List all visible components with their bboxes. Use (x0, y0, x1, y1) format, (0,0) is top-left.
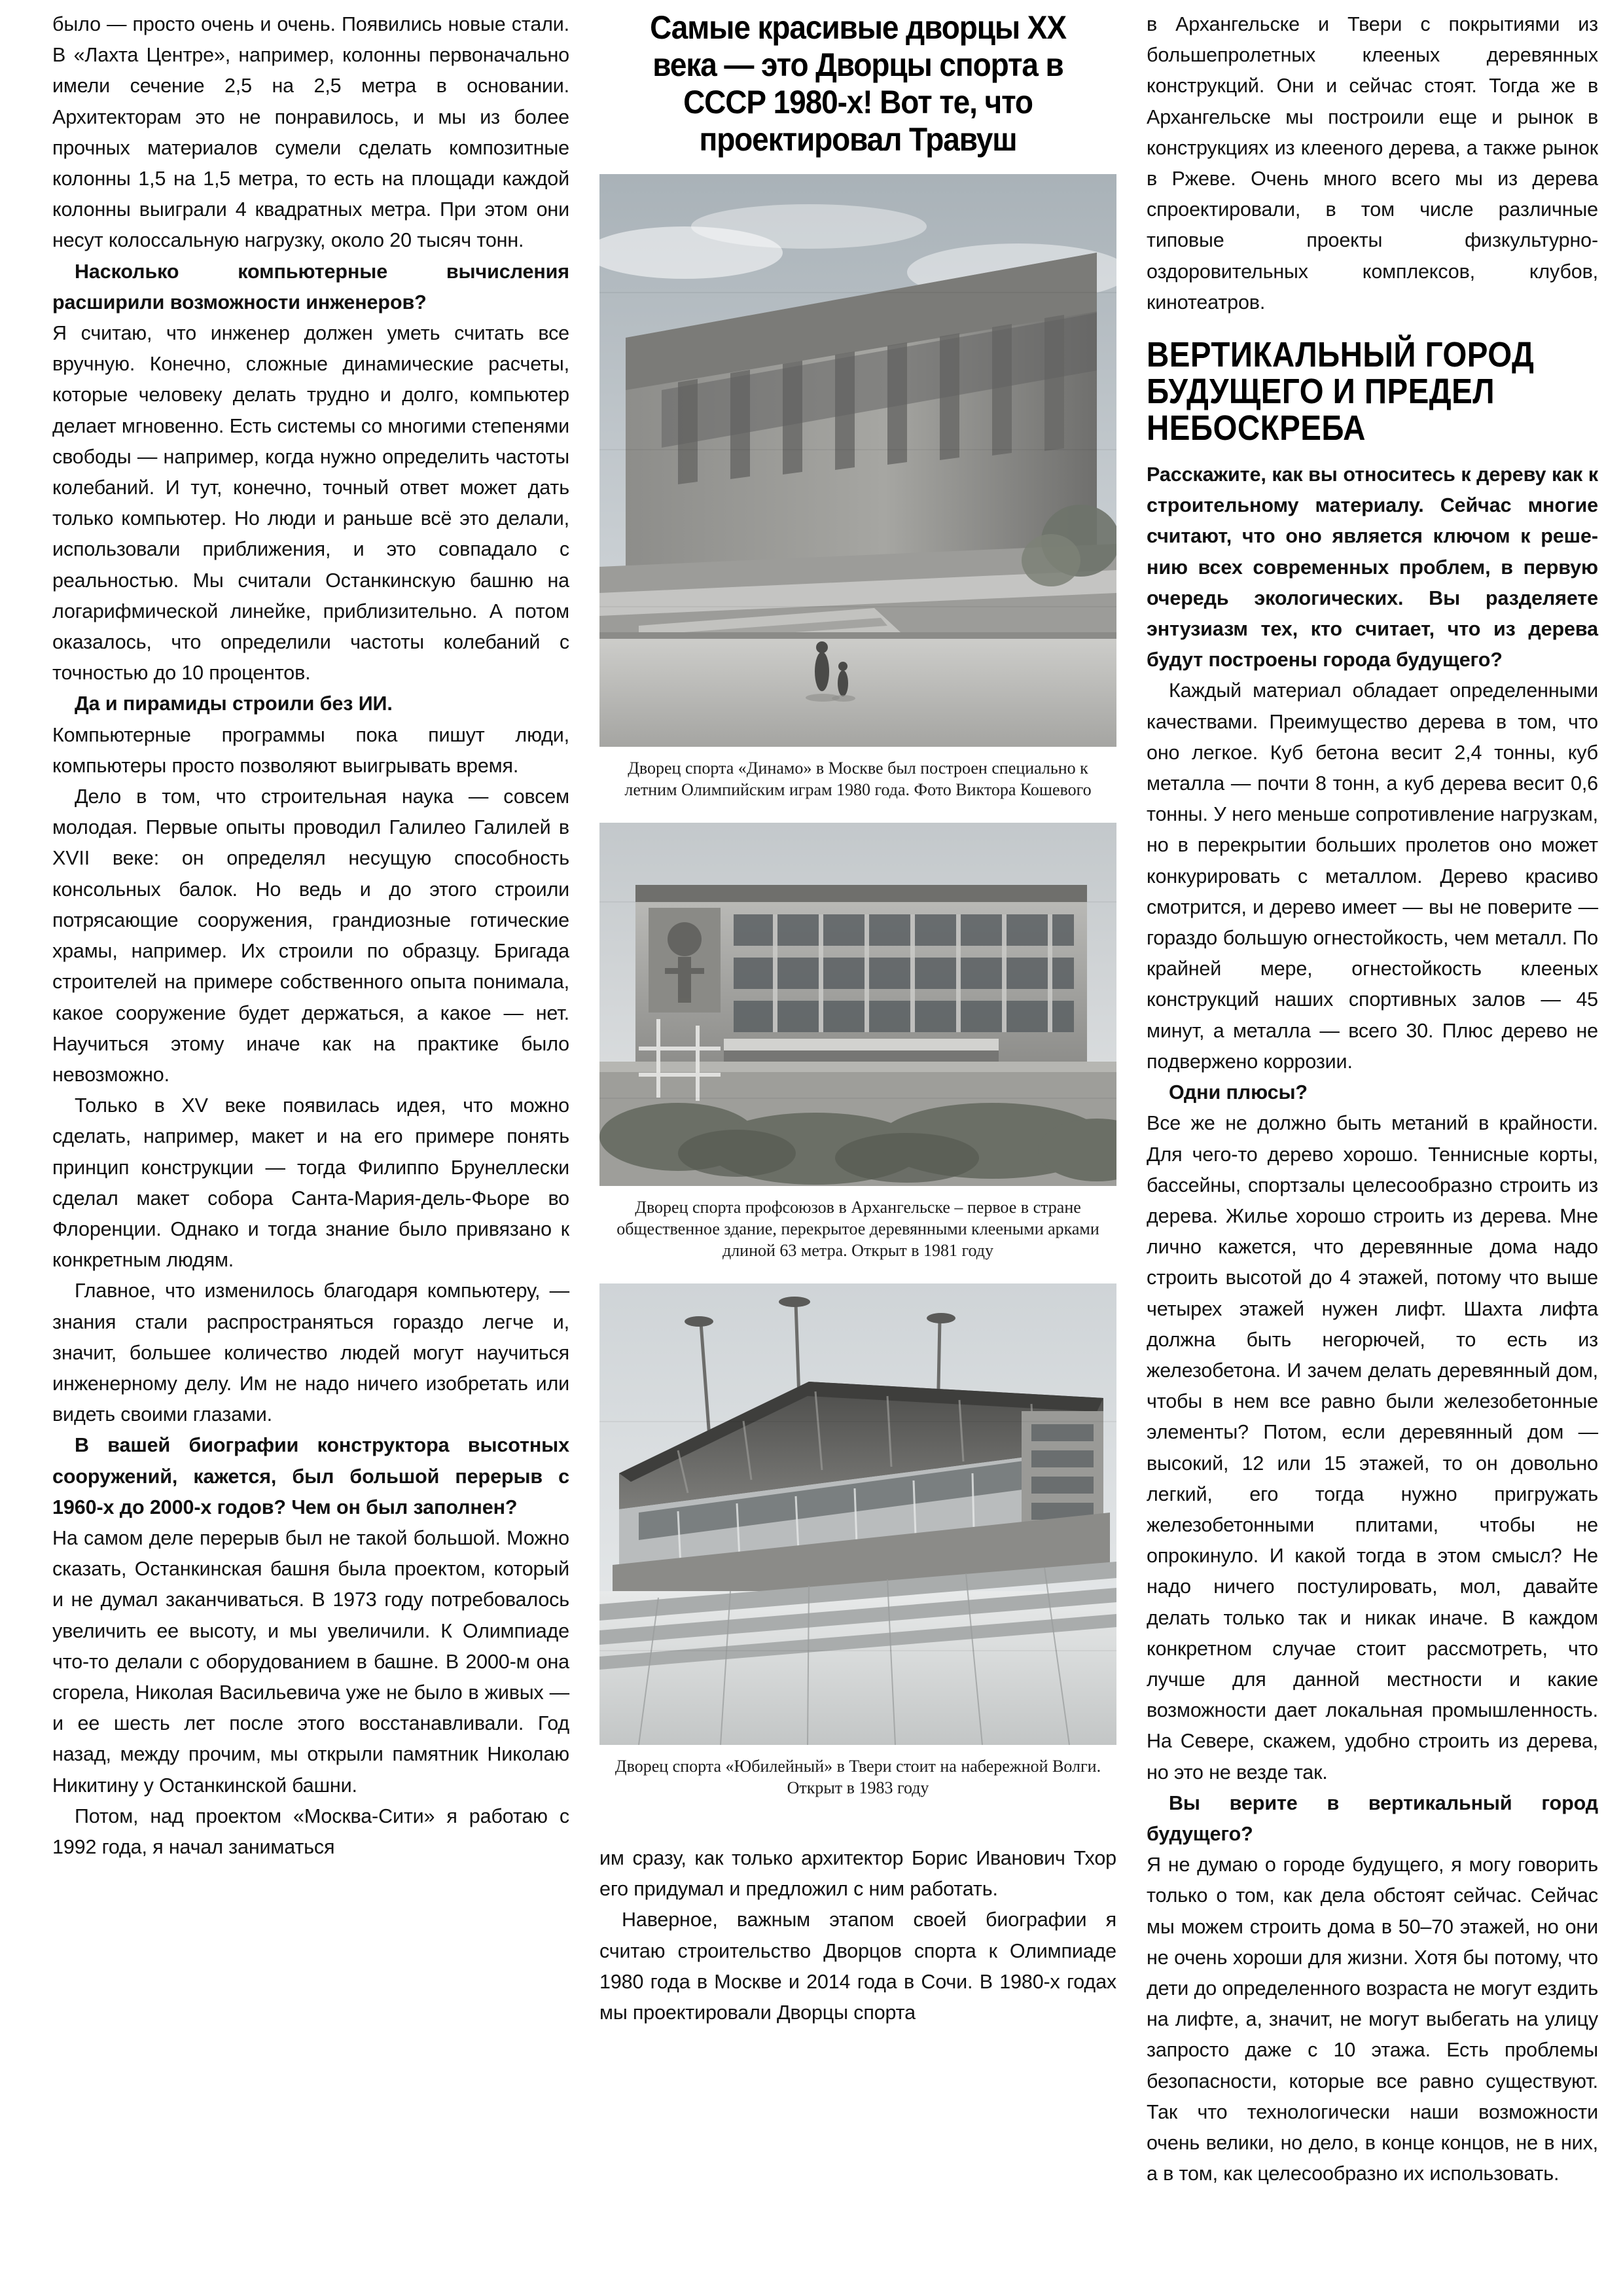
left-column (52, 9, 569, 1863)
figure-caption-arkhangelsk: Дворец спорта профсоюзов в Архангельске – первое в стране общественное здание, перекрытое деревянными клееными арками длиной 63 метра. Открыт в 1981 году (616, 1198, 1099, 1260)
tver-yubileyny-sports-palace-photo (599, 1283, 1116, 1745)
question-only-pluses: Одни плюсы? (1169, 1081, 1308, 1104)
figure-tver (599, 1283, 1116, 1799)
question-wood-material: Расскажите, как вы относитесь к дереву как к строительному материалу. Сейчас многие считают, что оно является ключом к решению всех современных проблем, в первую очередь экологических. Вы разделяете энтузиазм тех, кто считает, что из дерева будут построены города будущего? (1147, 463, 1598, 672)
paragraph-ostankino: На самом деле перерыв был не такой большой. Можно сказать, Останкинская башня была проектом, который и не думал заканчиваться. В 1973 году потребовалось увеличить ее высоту, и мы увеличили. К Олимпиаде что-то делали с оборудованием в башне. В 2000-м она сгорела, Николая Васильевича уже не было в живых — и ее шесть лет после этого восстанавливали. Год назад, между прочим, мы открыли памятник Николаю Никитину у Останкинской башни. (52, 1526, 569, 1797)
paragraph-programs: Компьютерные программы пока пишут люди, компьютеры просто позволяют выигрывать время. (52, 723, 569, 777)
middle-column (599, 9, 1116, 2028)
paragraph-olympic-palaces: Наверное, важным этапом своей биографии я считаю строительство Дворцов спорта к Олимпиаде 1980 года в Москве и 2014 года в Сочи. В 1980-х годах мы проектировали Дворцы спорта (599, 1909, 1116, 2024)
paragraph-intro: было — просто очень и очень. Появились новые стали. В «Лахта Центре», например, колонны первоначально имели сечение 2,5 на 2,5 метра в основании. Архитекторам это не понравилось, и мы из более прочных материалов сумели сделать композитные колонны 1,5 на 1,5 метра, то есть на площади каждой колонны выиграли 4 квадратных метра. При этом они несут колоссальную нагрузку, около 20 тысяч тонн. (52, 13, 569, 252)
paragraph-manual-calculation: Я считаю, что инженер должен уметь считать все вручную. Конечно, сложные динамические расчеты, которые человеку делать трудно и долго, компьютер делает мгновенно. Есть системы со многими степенями свободы — например, когда нужно определить частоты колебаний. И тут, конечно, точный ответ может дать только компьютер. Но люди и раньше всё это делали, использовали приближения, и это совпадало с реальностью. Мы считали Останкинскую башню на логарифмической линейке, приблизительно. А потом оказалось, что определили частоты колебаний с точностью до 10 процентов. (52, 322, 569, 685)
paragraph-future-city: Я не думаю о городе будущего, я могу говорить только о том, как дела обстоят сейчас. Сейчас мы можем строить дома в 50–70 этажей, но они не очень хороши для жизни. Хотя бы потому, что дети до определенного возраста не могут ездить на лифте, а, значит, не могут выбегать на улицу запросто даже с 10 этажа. Есть проблемы безопасности, которые все равно существуют. Так что технологически наши возможности очень велики, но дело, в конце концов, не в них, а в том, как целесообразно их использовать. (1147, 1854, 1598, 2185)
question-computer-calculations: Насколько компьютерные вычисления расширили возможности инженеров? (52, 260, 569, 314)
figure-dynamo (599, 174, 1116, 800)
dynamo-sports-palace-photo (599, 174, 1116, 747)
question-biography-gap: В вашей биографии конструктора высотных сооружений, кажется, был большой перерыв с 1960-х до 2000-х годов? Чем он был заполнен? (52, 1434, 569, 1518)
paragraph-tkhor: им сразу, как только архитектор Борис Иванович Тхор его придумал и предложил с ним работать. (599, 1847, 1116, 1901)
paragraph-computer-knowledge: Главное, что изменилось благодаря компьютеру, — знания стали распространяться гораздо легче и, значит, большее количество людей могут научиться инженерному делу. Им не надо ничего изобретать или видеть своими глазами. (52, 1280, 569, 1426)
figure-caption-dynamo: Дворец спорта «Динамо» в Москве был построен специально к летним Олимпийским играм 1980 года. Фото Виктора Кошевого (624, 759, 1092, 799)
figure-arkhangelsk (599, 823, 1116, 1261)
paragraph-moscow-city: Потом, над проектом «Москва-Сити» я работаю с 1992 года, я начал заниматься (52, 1804, 569, 1858)
paragraph-wood-uses: Все же не должно быть метаний в крайности. Для чего-то дерево хорошо. Теннисные корты, бассейны, спортзалы целесообразно строить из дерева. Жилье хорошо строить из дерева. Мне лично кажется, что деревянные дома надо строить высотой до 4 этажей, потому что выше четырех этажей нужен лифт. Шахта лифта должна быть негорючей, то есть из железобетона. И зачем делать деревянный дом, чтобы в нем все равно были железобетонные элементы? Потом, если деревянный дом — высокий, 12 или 15 этажей, то он довольно легкий, его тогда нужно пригружать железобетонными плитами, чтобы не опрокинуло. И какой тогда в этом смысл? Не надо ничего постулировать, мол, давайте делать только так и никак иначе. В каждом конкретном случае стоит рассмотреть, что лучше для данной местности и какие возможности дает локальная промышленность. На Севере, скажем, удобно строить из дерева, но это не везде так. (1147, 1112, 1598, 1784)
question-vertical-city: Вы верите в вертикальный город будущего? (1147, 1791, 1598, 1845)
right-column (1147, 9, 1598, 2189)
section-heading-vertical-city: ВЕРТИКАЛЬНЫЙ ГОРОД БУДУЩЕГО И ПРЕДЕЛ НЕБОСКРЕБА (1147, 335, 1535, 448)
paragraph-xv-century: Только в XV веке появилась идея, что можно сделать, например, макет и на его примере понять принцип конструкции — тогда Филиппо Брунеллески сделал макет собора Санта-Мария-дель-Фьоре во Флоренции. Однако и тогда знание было привязано к конкретным людям. (52, 1094, 569, 1272)
paragraph-building-science: Дело в том, что строительная наука — совсем молодая. Первые опыты проводил Галилео Галилей в XVII веке: он определял несущую способность консольных балок. Но ведь и до этого строили потрясающие сооружения, грандиозные готические храмы, например. Их строили по образцу. Бригада строителей на примере собственного опыта понимала, какое сооружение будет держаться, а какое — нет. Научиться этому иначе как на практике было невозможно. (52, 785, 569, 1086)
paragraph-material-properties: Каждый материал обладает определенными качествами. Преимущество дерева в том, что оно легкое. Куб бетона весит 2,4 тонны, куб металла — почти 8 тонн, а куб дерева весит 0,6 тонны. У него меньше сопротивление нагрузкам, но в перекрытии больших пролетов оно может конкурировать с металлом. Дерево красиво смотрится, и дерево имеет — вы не поверите — гораздо большую огнестойкость, чем металл. По крайней мере, огнестойкость клееных конструкций наших спортивных залов — 45 минут, а металла — всего 30. Плюс дерево не подвержено коррозии. (1147, 679, 1598, 1073)
figure-caption-tver: Дворец спорта «Юбилейный» в Твери стоит на набережной Волги. Открыт в 1983 году (615, 1757, 1101, 1797)
question-pyramids: Да и пирамиды строили без ИИ. (75, 692, 393, 715)
page-title: Самые красивые дворцы XX века — это Дворцы спорта в СССР 1980-х! Вот те, что проектировал Травуш (650, 9, 1066, 158)
paragraph-glulam-structures: в Архангельске и Твери с покрытиями из большепролетных клееных деревянных конструкций. Они и сейчас стоят. Тогда же в Архангельске мы построили еще и рынок в конструкциях из клееного дерева, а также рынок в Ржеве. Очень много всего мы из дерева спроектировали, в том числе различные типовые проекты физкультурно-оздоровительных комплексов, клубов, кинотеатров. (1147, 13, 1598, 314)
arkhangelsk-trade-union-sports-palace-photo (599, 823, 1116, 1186)
